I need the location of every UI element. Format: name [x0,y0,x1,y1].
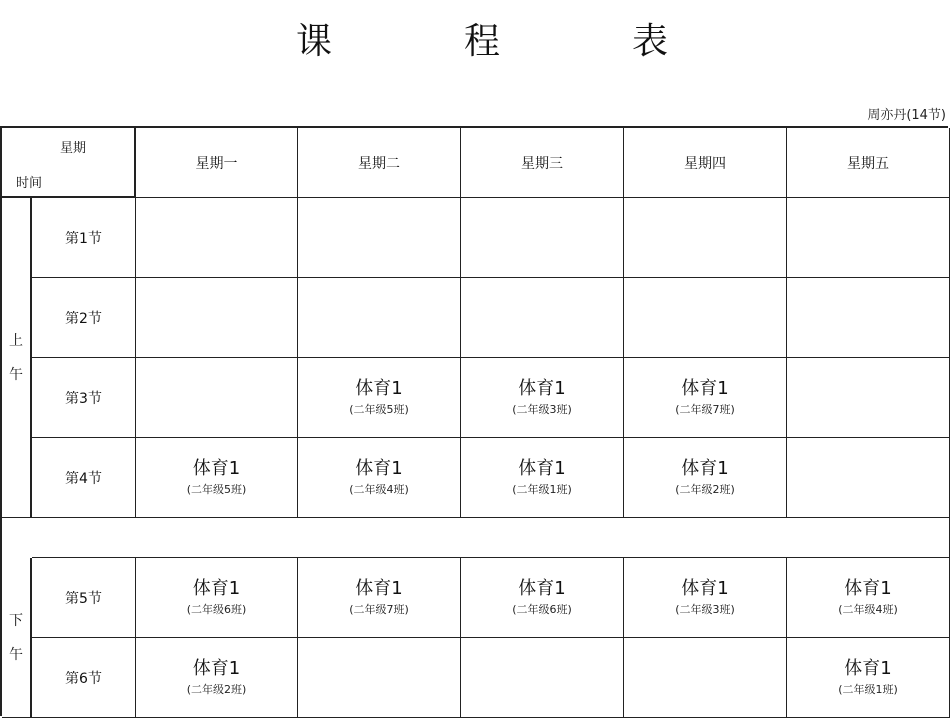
slot-label-3: 第3节 [32,358,136,438]
slot-label-4: 第4节 [32,438,136,518]
period-morning-char-1: 上 [9,332,23,349]
course-name: 体育1 [681,377,729,399]
course-name: 体育1 [192,457,241,479]
lesson-cell [461,638,624,718]
day-header-mon: 星期一 [136,128,298,198]
class-name: (二年级7班) [675,402,735,416]
class-name: (二年级4班) [838,602,898,616]
slot-label-6: 第6节 [32,638,136,718]
page-title: 课 程 表 [295,21,716,62]
lesson-cell [461,278,624,358]
class-name: (二年级3班) [512,402,572,416]
corner-time-label: 时间 [16,176,43,191]
corner-weekday-label: 星期 [60,141,87,156]
lesson-cell [136,558,298,638]
course-name: 体育1 [844,657,892,679]
teacher-label: 周亦丹(14节) [867,108,946,123]
lesson-cell [136,358,298,438]
lesson-cell [787,438,950,518]
period-afternoon-char-1: 下 [9,612,23,629]
day-header-thu: 星期四 [624,128,787,198]
slot-label-2: 第2节 [32,278,136,358]
timetable [0,126,948,716]
period-afternoon-char-2: 午 [9,646,23,663]
corner-header [2,128,136,198]
day-header-wed: 星期三 [461,128,624,198]
lesson-cell [624,278,787,358]
class-name: (二年级1班) [512,482,572,496]
class-name: (二年级7班) [349,602,409,616]
lesson-cell [461,558,624,638]
class-name: (二年级2班) [186,682,247,696]
course-name: 体育1 [518,377,566,399]
lesson-cell [624,558,787,638]
lesson-cell [136,438,298,518]
course-name: 体育1 [355,457,403,479]
period-morning-char-2: 午 [9,366,23,383]
lesson-cell [298,438,461,518]
class-name: (二年级6班) [186,602,247,616]
lesson-cell [461,198,624,278]
lesson-cell [787,558,950,638]
class-name: (二年级3班) [675,602,735,616]
lesson-cell [136,638,298,718]
course-name: 体育1 [518,577,566,599]
lesson-cell [624,438,787,518]
lesson-cell [298,638,461,718]
course-name: 体育1 [192,577,241,599]
lesson-cell [461,358,624,438]
class-name: (二年级4班) [349,482,409,496]
course-name: 体育1 [355,377,403,399]
course-name: 体育1 [192,657,241,679]
lesson-cell [298,278,461,358]
period-morning [2,198,32,518]
lesson-cell [624,638,787,718]
class-name: (二年级1班) [838,682,898,696]
day-header-fri: 星期五 [787,128,950,198]
lesson-cell [136,198,298,278]
period-afternoon [2,558,32,718]
slot-label-1: 第1节 [32,198,136,278]
lesson-cell [787,198,950,278]
lesson-cell [787,278,950,358]
lesson-cell [624,198,787,278]
lesson-cell [298,198,461,278]
course-name: 体育1 [844,577,892,599]
lesson-cell [624,358,787,438]
lesson-cell [136,278,298,358]
lesson-cell [787,358,950,438]
class-name: (二年级5班) [186,482,247,496]
class-name: (二年级5班) [349,402,409,416]
course-name: 体育1 [355,577,403,599]
lesson-cell [461,438,624,518]
lunch-break-row [32,518,950,558]
course-name: 体育1 [681,577,729,599]
class-name: (二年级6班) [512,602,572,616]
lesson-cell [298,558,461,638]
course-name: 体育1 [681,457,729,479]
day-header-tue: 星期二 [298,128,461,198]
slot-label-5: 第5节 [32,558,136,638]
lesson-cell [298,358,461,438]
lesson-cell [787,638,950,718]
course-name: 体育1 [518,457,566,479]
class-name: (二年级2班) [675,482,735,496]
